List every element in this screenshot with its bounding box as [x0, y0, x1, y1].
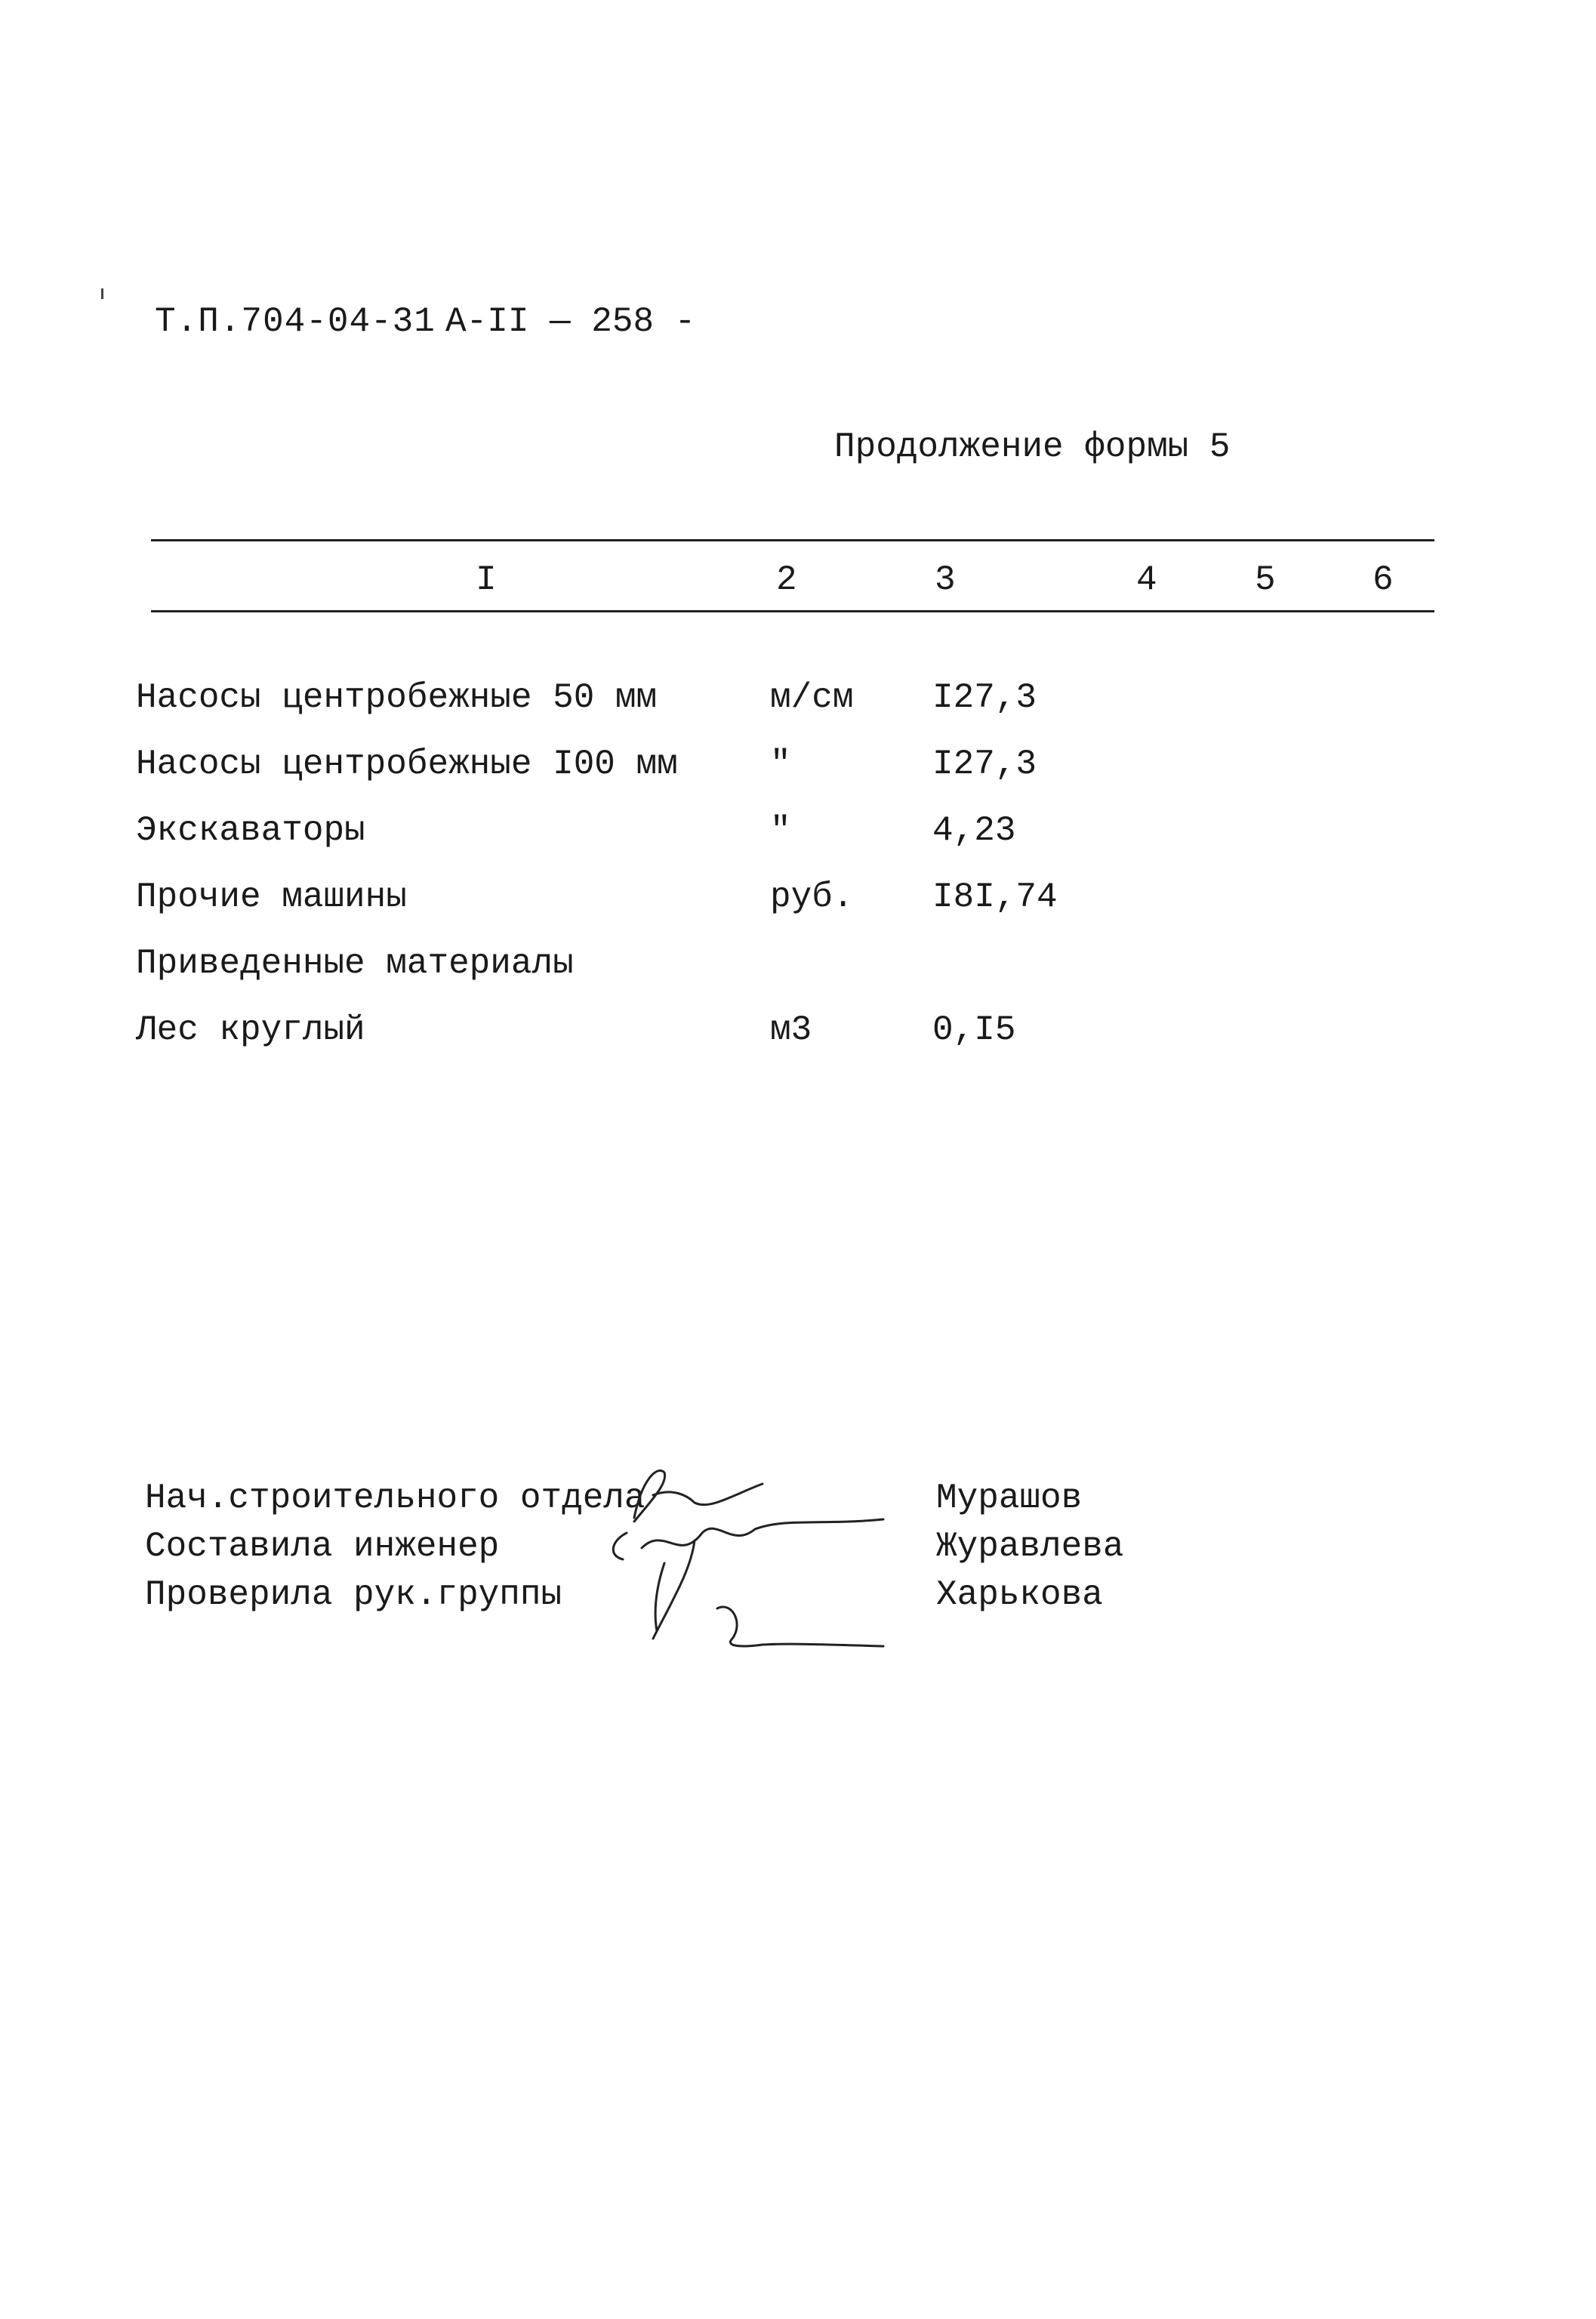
handwritten-signatures [581, 1450, 898, 1654]
row-name: Лес круглый [136, 1010, 365, 1050]
row-unit: руб. [770, 877, 854, 917]
column-header-3: 3 [935, 560, 956, 600]
column-header-2: 2 [776, 560, 797, 600]
table-row [136, 944, 1434, 997]
continuation-label: Продолжение формы 5 [834, 427, 1231, 467]
row-unit: м3 [770, 1010, 812, 1050]
row-name: Насосы центробежные I00 мм [136, 745, 678, 784]
signature-name: Харькова [936, 1575, 1103, 1614]
page-number: А-II — 258 - [445, 302, 696, 341]
row-unit: " [770, 811, 791, 850]
row-name: Экскаваторы [136, 811, 365, 850]
margin-mark [101, 288, 103, 299]
row-value: I27,3 [932, 745, 1037, 784]
table-row [136, 877, 1434, 930]
column-header-6: 6 [1373, 560, 1394, 600]
signature-role: Составила инженер [145, 1527, 500, 1566]
signature-name: Мурашов [936, 1479, 1083, 1518]
signature-role: Нач.строительного отдела [145, 1479, 645, 1518]
signature-name: Журавлева [936, 1527, 1124, 1566]
document-code: Т.П.704-04-31 [155, 302, 436, 341]
row-value: 4,23 [932, 811, 1016, 850]
row-unit: " [770, 745, 791, 784]
row-name: Приведенные материалы [136, 944, 574, 983]
table-row [136, 678, 1434, 731]
table-row [136, 745, 1434, 797]
row-unit: м/см [770, 678, 854, 717]
row-name: Насосы центробежные 50 мм [136, 678, 658, 717]
table-header-rule [151, 610, 1434, 612]
row-value: 0,I5 [932, 1010, 1016, 1050]
table-row [136, 811, 1434, 864]
table-top-rule [151, 539, 1434, 541]
row-name: Прочие машины [136, 877, 407, 917]
signature-role: Проверила рук.группы [145, 1575, 562, 1614]
table-row [136, 1010, 1434, 1063]
column-header-4: 4 [1136, 560, 1157, 600]
row-value: I27,3 [932, 678, 1037, 717]
row-value: I8I,74 [932, 877, 1058, 917]
column-header-5: 5 [1255, 560, 1276, 600]
column-header-1: I [476, 560, 497, 600]
